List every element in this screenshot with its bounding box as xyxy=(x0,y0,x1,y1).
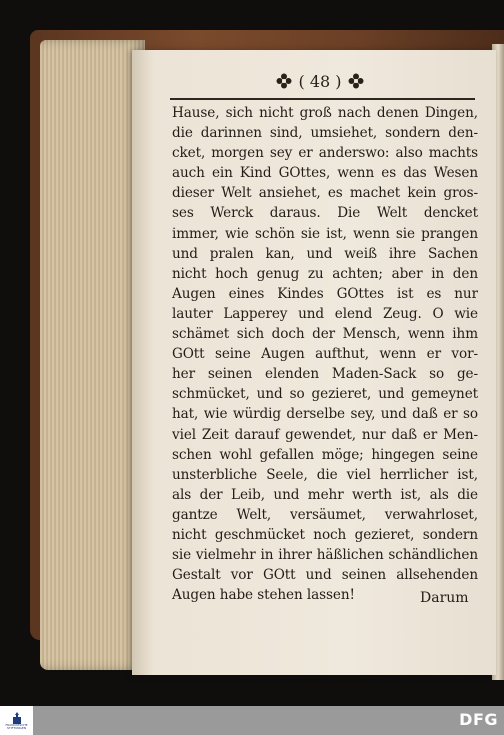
text-line: lauter Lapperey und elend Zeug. O wie xyxy=(172,305,478,322)
fleuron-right-icon xyxy=(348,73,364,89)
text-line: die darinnen sind, umsiehet, sondern den- xyxy=(172,125,478,142)
page-header xyxy=(260,70,380,92)
logo-caption: FRANCKESCHE STIFTUNGEN xyxy=(5,722,28,730)
body-text xyxy=(172,103,478,605)
catchword: Darum xyxy=(420,590,469,606)
text-line: schen wohl gefallen möge; hingegen seine xyxy=(172,446,478,463)
text-line: cket, morgen sey er anderswo: also machts xyxy=(172,145,478,162)
text-line: sie vielmehr in ihrer häßlichen schändlichen xyxy=(172,547,478,564)
dfg-logo[interactable]: DFG xyxy=(459,710,498,729)
text-line: gantze Welt, versäumet, verwahrloset, xyxy=(172,506,478,523)
text-line: immer, wie schön sie ist, wenn sie prangen xyxy=(172,225,478,242)
text-line: ses Werck daraus. Die Welt dencket xyxy=(172,205,478,222)
text-line: GOtt seine Augen aufthut, wenn er vor- xyxy=(172,346,478,363)
header-rule xyxy=(170,98,475,100)
text-line: nicht hoch genug zu achten; aber in den xyxy=(172,265,478,282)
institution-logo[interactable] xyxy=(0,706,33,735)
text-line: unsterbliche Seele, die viel herrlicher ist, xyxy=(172,466,478,483)
viewer-footer xyxy=(0,706,504,735)
text-line: auch ein Kind GOttes, wenn es das Wesen xyxy=(172,165,478,182)
text-line: schmücket, und so gezieret, und gemeynet xyxy=(172,386,478,403)
text-line: dieser Welt ansiehet, es machet kein gros- xyxy=(172,185,478,202)
text-line: als der Leib, und mehr werth ist, als die xyxy=(172,486,478,503)
page-block-edges xyxy=(40,40,145,670)
text-line: Gestalt vor GOtt und seinen allsehenden xyxy=(172,567,478,584)
text-line: schämet sich doch der Mensch, wenn ihm xyxy=(172,326,478,343)
text-line: hat, wie würdig derselbe sey, und daß er so xyxy=(172,406,478,423)
text-line: her seinen elenden Maden-Sack so ge- xyxy=(172,366,478,383)
fleuron-left-icon xyxy=(276,73,292,89)
francke-logo-icon xyxy=(12,712,22,724)
text-line: Augen habe stehen lassen! xyxy=(172,587,355,604)
text-line: Augen eines Kindes GOttes ist es nur xyxy=(172,285,478,302)
text-line: viel Zeit darauf gewendet, nur daß er Men- xyxy=(172,426,478,443)
text-line: nicht geschmücket noch gezieret, sondern xyxy=(172,526,478,543)
page-number: ( 48 ) xyxy=(298,71,342,91)
text-line: und pralen kan, und weiß ihre Sachen xyxy=(172,245,478,262)
text-line: Hause, sich nicht groß nach denen Dingen, xyxy=(172,105,478,121)
